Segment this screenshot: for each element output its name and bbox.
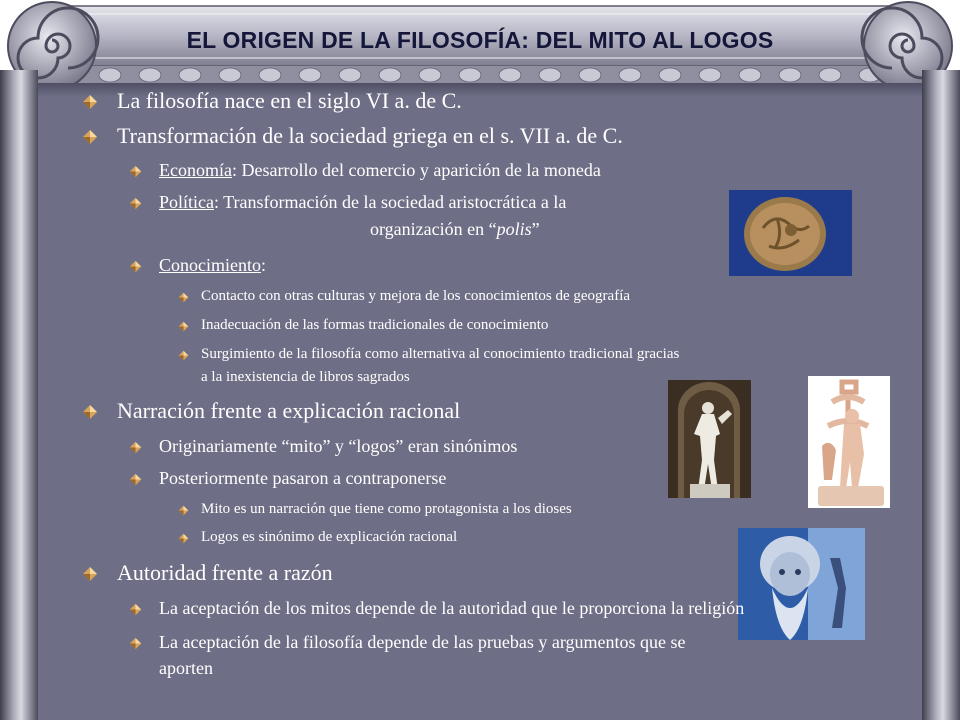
politica-cont-text: organización en “ bbox=[370, 219, 497, 239]
bullet-surgimiento: Surgimiento de la filosofía como alternativa al conocimiento tradicional gracias bbox=[201, 346, 680, 362]
conocimiento-colon: : bbox=[261, 255, 267, 275]
bullet-inadecuacion: Inadecuación de las formas tradicionales de conocimiento bbox=[201, 317, 549, 333]
level2-bullet-icon bbox=[129, 603, 142, 616]
bullet-politica bbox=[159, 192, 566, 213]
level2-bullet-icon bbox=[129, 197, 142, 210]
figurine-image bbox=[808, 376, 890, 508]
aceptacion-filosofia-continuation: aporten bbox=[159, 658, 213, 678]
level3-bullet-icon bbox=[178, 350, 189, 361]
level1-bullet-icon bbox=[82, 404, 98, 420]
surgimiento-continuation: a la inexistencia de libros sagrados bbox=[201, 369, 410, 385]
right-column bbox=[922, 70, 960, 720]
economia-text: : Desarrollo del comercio y aparición de la moneda bbox=[231, 160, 601, 180]
politica-label: Política bbox=[159, 192, 214, 212]
bullet-aceptacion-filosofia: La aceptación de la filosofía depende de las pruebas y argumentos que se bbox=[159, 632, 686, 652]
level2-bullet-icon bbox=[129, 260, 142, 273]
zeus-bust-image bbox=[738, 528, 865, 640]
level3-bullet-icon bbox=[178, 505, 189, 516]
level2-bullet-icon bbox=[129, 441, 142, 454]
bullet-autoridad: Autoridad frente a razón bbox=[117, 560, 333, 585]
conocimiento-label: Conocimiento bbox=[159, 255, 261, 275]
bullet-contacto-culturas: Contacto con otras culturas y mejora de los conocimientos de geografía bbox=[201, 288, 631, 304]
level1-bullet-icon bbox=[82, 129, 98, 145]
politica-cont-close: ” bbox=[531, 219, 540, 239]
level2-bullet-icon bbox=[129, 473, 142, 486]
left-column bbox=[0, 70, 38, 720]
bullet-economia bbox=[159, 160, 601, 181]
level2-bullet-icon bbox=[129, 165, 142, 178]
bullet-originariamente: Originariamente “mito” y “logos” eran sinónimos bbox=[159, 436, 518, 456]
politica-text: : Transformación de la sociedad aristocrática a la bbox=[214, 192, 567, 212]
level1-bullet-icon bbox=[82, 94, 98, 110]
bullet-transformacion: Transformación de la sociedad griega en el s. VII a. de C. bbox=[117, 123, 623, 148]
economia-label: Economía bbox=[159, 160, 232, 180]
bullet-conocimiento bbox=[159, 255, 266, 276]
politica-continuation bbox=[370, 219, 540, 240]
bullet-logos-explicacion: Logos es sinónimo de explicación racional bbox=[201, 529, 458, 545]
polis-word: polis bbox=[496, 219, 532, 239]
level3-bullet-icon bbox=[178, 533, 189, 544]
level2-bullet-icon bbox=[129, 637, 142, 650]
bullet-posteriormente: Posteriormente pasaron a contraponerse bbox=[159, 468, 447, 488]
bullet-filosofia-nace: La filosofía nace en el siglo VI a. de C. bbox=[117, 88, 462, 113]
bullet-narracion: Narración frente a explicación racional bbox=[117, 398, 461, 423]
level3-bullet-icon bbox=[178, 321, 189, 332]
apollo-statue-image bbox=[668, 380, 751, 498]
coin-image bbox=[729, 190, 852, 276]
slide-title: EL ORIGEN DE LA FILOSOFÍA: DEL MITO AL LOGOS bbox=[186, 27, 774, 53]
level3-bullet-icon bbox=[178, 292, 189, 303]
level1-bullet-icon bbox=[82, 566, 98, 582]
bullet-aceptacion-mitos: La aceptación de los mitos depende de la autoridad que le proporciona la religión bbox=[159, 598, 745, 618]
bullet-mito-narracion: Mito es un narración que tiene como protagonista a los dioses bbox=[201, 501, 572, 517]
